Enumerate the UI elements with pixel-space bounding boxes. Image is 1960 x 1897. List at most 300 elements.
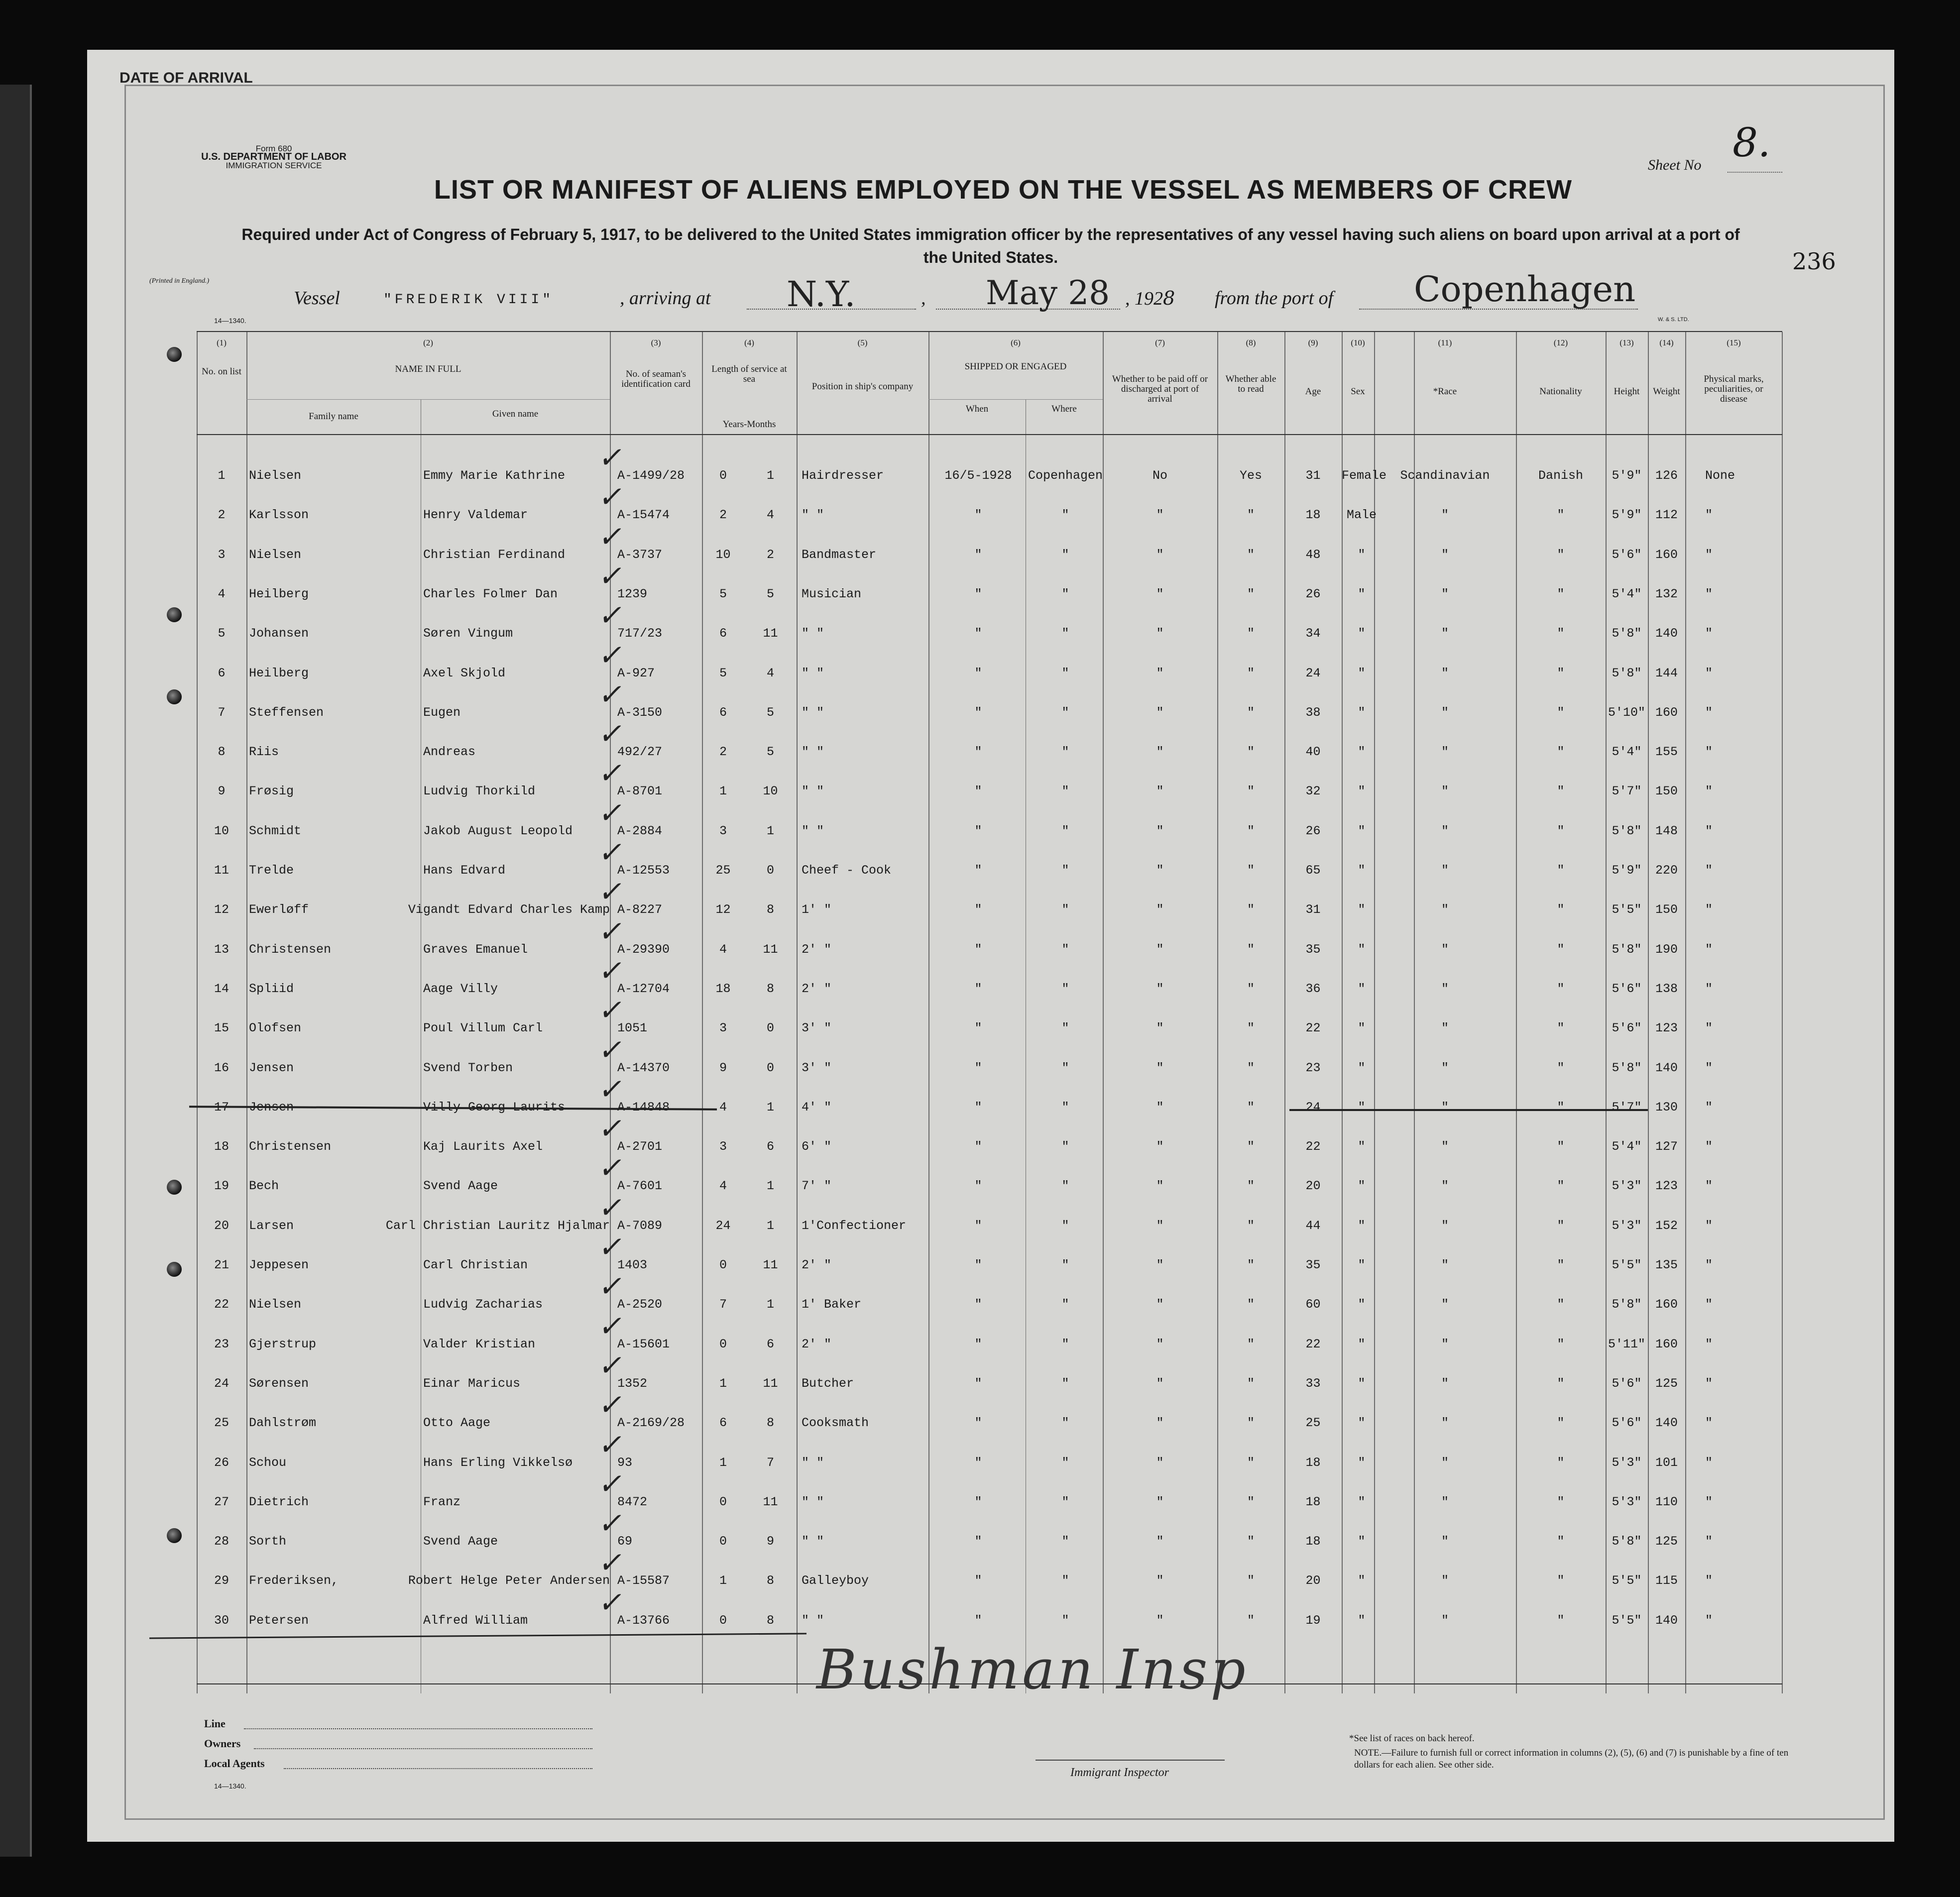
cell-sex: "	[1358, 626, 1366, 641]
cell-weight: 150	[1655, 902, 1678, 917]
cell-card: A-15474	[617, 508, 670, 523]
cell-race: "	[1441, 666, 1449, 680]
cell-when: "	[974, 942, 982, 957]
cell-position: Cheef - Cook	[802, 863, 892, 878]
cell-no: 4	[218, 586, 226, 601]
cell-height: 5'3"	[1612, 1494, 1642, 1509]
cell-race: "	[1441, 705, 1449, 720]
year-prefix: , 192	[1125, 288, 1163, 309]
table-row	[197, 717, 1782, 771]
cell-read: "	[1247, 1455, 1255, 1470]
cell-position: Galleyboy	[802, 1573, 869, 1588]
cell-no: 12	[214, 902, 229, 917]
sheet-number-label: Sheet No	[1648, 157, 1702, 173]
cell-no: 21	[214, 1258, 229, 1272]
cell-position: Musician	[802, 586, 862, 601]
cell-sex: "	[1358, 1613, 1366, 1628]
cell-paid: "	[1156, 1573, 1164, 1588]
check-mark-icon: ✓	[596, 1506, 628, 1541]
cell-given: Svend Torben	[423, 1060, 513, 1075]
cell-weight: 148	[1655, 823, 1678, 838]
cell-when: "	[974, 745, 982, 760]
cell-when: "	[974, 823, 982, 838]
cell-position: " "	[802, 784, 824, 799]
cell-read: "	[1247, 745, 1255, 760]
cell-where: "	[1061, 784, 1069, 799]
footer-owners-label: Owners	[204, 1737, 241, 1750]
cell-years: 6	[719, 626, 727, 641]
col-number-14: (14)	[1659, 338, 1674, 347]
cell-nationality: "	[1557, 1297, 1565, 1312]
cell-when: "	[974, 1179, 982, 1194]
cell-read: "	[1247, 863, 1255, 878]
check-mark-icon: ✓	[596, 677, 628, 711]
cell-height: 5'8"	[1612, 626, 1642, 641]
cell-family: Johansen	[249, 626, 309, 641]
cell-nationality: "	[1557, 626, 1565, 641]
col-number-9: (9)	[1308, 338, 1318, 347]
cell-years: 12	[715, 902, 731, 917]
cell-no: 28	[214, 1534, 229, 1549]
cell-card: A-29390	[617, 942, 670, 957]
cell-paid: "	[1156, 1179, 1164, 1194]
cell-race: "	[1441, 902, 1449, 917]
table-row	[197, 598, 1782, 653]
binder-hole	[167, 607, 182, 622]
cell-weight: 140	[1655, 1613, 1678, 1628]
cell-months: 0	[766, 1060, 774, 1075]
cell-where: "	[1061, 626, 1069, 641]
arriving-label: , arriving at	[620, 288, 711, 309]
cell-read: "	[1247, 902, 1255, 917]
header-shipped-or-engaged: SHIPPED OR ENGAGED	[964, 361, 1067, 372]
cell-family: Olofsen	[249, 1021, 302, 1036]
cell-years: 3	[719, 823, 727, 838]
cell-nationality: "	[1557, 863, 1565, 878]
col-number-5: (5)	[857, 338, 868, 347]
cell-when: "	[974, 1021, 982, 1036]
cell-age: 38	[1305, 705, 1321, 720]
cell-weight: 190	[1655, 942, 1678, 957]
cell-given: Jakob August Leopold	[423, 823, 573, 838]
cell-years: 5	[719, 586, 727, 601]
cell-given: Søren Vingum	[423, 626, 513, 641]
cell-nationality: "	[1557, 1416, 1565, 1431]
cell-nationality: "	[1557, 1060, 1565, 1075]
cell-height: 5'5"	[1612, 1573, 1642, 1588]
cell-physical: "	[1705, 1179, 1713, 1194]
cell-no: 22	[214, 1297, 229, 1312]
cell-no: 13	[214, 942, 229, 957]
cell-family: Christensen	[249, 942, 332, 957]
cell-weight: 144	[1655, 666, 1678, 680]
cell-height: 5'9"	[1612, 863, 1642, 878]
cell-position: " "	[802, 1613, 824, 1628]
cell-card: A-2520	[617, 1297, 663, 1312]
cell-read: "	[1247, 823, 1255, 838]
cell-no: 16	[214, 1060, 229, 1075]
cell-sex: "	[1358, 666, 1366, 680]
cell-position: Bandmaster	[802, 547, 877, 562]
cell-when: "	[974, 1494, 982, 1509]
cell-card: A-3737	[617, 547, 663, 562]
cell-read: Yes	[1239, 468, 1262, 483]
cell-height: 5'11"	[1608, 1337, 1645, 1351]
cell-race: "	[1441, 1534, 1449, 1549]
cell-when: "	[974, 1337, 982, 1351]
cell-given: Carl Christian Lauritz Hjalmar	[385, 1218, 610, 1233]
table-row	[197, 677, 1782, 732]
header-sex: Sex	[1351, 386, 1365, 397]
cell-weight: 135	[1655, 1258, 1678, 1272]
cell-card: 492/27	[617, 745, 663, 760]
cell-read: "	[1247, 1258, 1255, 1272]
cell-nationality: "	[1557, 1258, 1565, 1272]
strike-line-row-17-right	[1289, 1109, 1648, 1111]
check-mark-icon: ✓	[596, 1269, 628, 1304]
cell-age: 22	[1305, 1337, 1321, 1351]
cell-position: " "	[802, 1534, 824, 1549]
cell-race: "	[1441, 547, 1449, 562]
cell-no: 9	[218, 784, 226, 799]
cell-years: 6	[719, 705, 727, 720]
cell-sex: "	[1358, 1337, 1366, 1351]
cell-age: 40	[1305, 745, 1321, 760]
cell-race: "	[1441, 1297, 1449, 1312]
cell-months: 9	[766, 1534, 774, 1549]
vessel-label: Vessel	[294, 288, 340, 309]
cell-physical: "	[1705, 1021, 1713, 1036]
cell-no: 26	[214, 1455, 229, 1470]
cell-family: Spliid	[249, 981, 294, 996]
cell-when: "	[974, 705, 982, 720]
check-mark-icon: ✓	[596, 953, 628, 988]
cell-years: 0	[719, 1337, 727, 1351]
cell-months: 1	[766, 1179, 774, 1194]
cell-months: 11	[763, 626, 778, 641]
cell-race: Scandinavian	[1400, 468, 1490, 483]
cell-age: 18	[1305, 1455, 1321, 1470]
cell-given: Kaj Laurits Axel	[423, 1139, 543, 1154]
cell-when: "	[974, 1455, 982, 1470]
immigrant-inspector-label: Immigrant Inspector	[1070, 1766, 1169, 1779]
cell-age: 35	[1305, 942, 1321, 957]
col-number-4: (4)	[744, 338, 754, 347]
cell-family: Sørensen	[249, 1376, 309, 1391]
cell-age: 35	[1305, 1258, 1321, 1272]
cell-nationality: "	[1557, 705, 1565, 720]
cell-months: 11	[763, 1494, 778, 1509]
cell-height: 5'5"	[1612, 902, 1642, 917]
table-row	[197, 1585, 1782, 1640]
cell-when: "	[974, 784, 982, 799]
check-mark-icon: ✓	[596, 875, 628, 909]
cell-card: 93	[617, 1455, 633, 1470]
cell-paid: "	[1156, 1376, 1164, 1391]
cell-height: 5'3"	[1612, 1218, 1642, 1233]
check-mark-icon: ✓	[596, 1466, 628, 1501]
cell-race: "	[1441, 942, 1449, 957]
cell-years: 0	[719, 468, 727, 483]
cell-card: A-12704	[617, 981, 670, 996]
cell-months: 6	[766, 1139, 774, 1154]
cell-physical: "	[1705, 745, 1713, 760]
cell-card: 1051	[617, 1021, 648, 1036]
cell-when: "	[974, 508, 982, 523]
cell-family: Riis	[249, 745, 279, 760]
cell-given: Christian Ferdinand	[423, 547, 566, 562]
cell-family: Sorth	[249, 1534, 287, 1549]
cell-position: Hairdresser	[802, 468, 884, 483]
cell-given: Aage Villy	[423, 981, 498, 996]
arrival-date-handwritten: May 28	[986, 274, 1110, 312]
cell-given: Svend Aage	[423, 1534, 498, 1549]
cell-months: 8	[766, 1573, 774, 1588]
table-row	[197, 1151, 1782, 1205]
check-mark-icon: ✓	[596, 835, 628, 869]
cell-paid: "	[1156, 1218, 1164, 1233]
cell-physical: "	[1705, 1100, 1713, 1115]
cell-when: 16/5-1928	[944, 468, 1012, 483]
cell-weight: 140	[1655, 626, 1678, 641]
cell-weight: 115	[1655, 1573, 1678, 1588]
cell-sex: "	[1358, 1376, 1366, 1391]
cell-position: 2' "	[802, 942, 832, 957]
check-mark-icon: ✓	[596, 638, 628, 672]
cell-family: Dietrich	[249, 1494, 309, 1509]
table-row	[197, 638, 1782, 692]
cell-age: 31	[1305, 468, 1321, 483]
cell-when: "	[974, 1613, 982, 1628]
arrival-place-handwritten: N.Y.	[787, 274, 856, 315]
cell-read: "	[1247, 1376, 1255, 1391]
cell-months: 11	[763, 1258, 778, 1272]
cell-nationality: Danish	[1538, 468, 1583, 483]
vessel-name: "FREDERIK VIII"	[383, 292, 554, 308]
check-mark-icon: ✓	[596, 441, 628, 474]
cell-card: A-8701	[617, 784, 663, 799]
cell-when: "	[974, 1376, 982, 1391]
cell-age: 20	[1305, 1179, 1321, 1194]
cell-sex: "	[1358, 745, 1366, 760]
cell-card: A-8227	[617, 902, 663, 917]
cell-paid: "	[1156, 1100, 1164, 1115]
cell-age: 22	[1305, 1021, 1321, 1036]
form-code-top: 14—1340.	[214, 317, 246, 325]
cell-given: Vigandt Edvard Charles Kamp	[408, 902, 610, 917]
cell-nationality: "	[1557, 784, 1565, 799]
cell-family: Schmidt	[249, 823, 302, 838]
cell-given: Henry Valdemar	[423, 508, 528, 523]
cell-card: A-927	[617, 666, 655, 680]
cell-sex: "	[1358, 1179, 1366, 1194]
cell-months: 8	[766, 1613, 774, 1628]
cell-when: "	[974, 1258, 982, 1272]
cell-height: 5'9"	[1612, 468, 1642, 483]
cell-where: "	[1061, 745, 1069, 760]
cell-family: Christensen	[249, 1139, 332, 1154]
cell-age: 23	[1305, 1060, 1321, 1075]
cell-no: 17	[214, 1100, 229, 1115]
cell-physical: "	[1705, 1573, 1713, 1588]
cell-weight: 125	[1655, 1376, 1678, 1391]
department-name: U.S. DEPARTMENT OF LABOR	[201, 151, 346, 162]
cell-sex: "	[1358, 1021, 1366, 1036]
table-row	[197, 875, 1782, 929]
cell-position: " "	[802, 705, 824, 720]
cell-race: "	[1441, 823, 1449, 838]
table-row	[197, 914, 1782, 969]
footer-owners-fill	[254, 1748, 592, 1749]
cell-no: 14	[214, 981, 229, 996]
race-note: *See list of races on back hereof.	[1349, 1733, 1475, 1744]
col-number-6: (6)	[1011, 338, 1021, 347]
check-mark-icon: ✓	[596, 1309, 628, 1343]
cell-years: 1	[719, 1455, 727, 1470]
cell-age: 65	[1305, 863, 1321, 878]
cell-card: A-1499/28	[617, 468, 685, 483]
cell-card: A-12553	[617, 863, 670, 878]
header-able-to-read: Whether able to read	[1225, 374, 1276, 394]
cell-read: "	[1247, 1337, 1255, 1351]
cell-years: 3	[719, 1021, 727, 1036]
cell-nationality: "	[1557, 1337, 1565, 1351]
cell-nationality: "	[1557, 823, 1565, 838]
cell-months: 5	[766, 745, 774, 760]
cell-race: "	[1441, 1337, 1449, 1351]
check-mark-icon: ✓	[596, 1112, 628, 1146]
table-row	[197, 441, 1782, 495]
cell-no: 20	[214, 1218, 229, 1233]
check-mark-icon: ✓	[596, 1072, 628, 1106]
cell-age: 18	[1305, 1534, 1321, 1549]
header-family-name: Family name	[309, 411, 358, 422]
cell-read: "	[1247, 981, 1255, 996]
check-mark-icon: ✓	[596, 598, 628, 633]
cell-age: 48	[1305, 547, 1321, 562]
cell-paid: No	[1152, 468, 1167, 483]
cell-physical: "	[1705, 942, 1713, 957]
cell-weight: 110	[1655, 1494, 1678, 1509]
year-label	[1125, 287, 1175, 310]
cell-where: "	[1061, 1100, 1069, 1115]
check-mark-icon: ✓	[596, 480, 628, 514]
penalty-note: NOTE.—Failure to furnish full or correct information in columns (2), (5), (6) and (7) is punishable by a fine of ten dollars for each alien. See other side.	[1354, 1748, 1789, 1770]
cell-nationality: "	[1557, 1100, 1565, 1115]
form-info	[194, 144, 353, 170]
cell-months: 11	[763, 1376, 778, 1391]
cell-paid: "	[1156, 1297, 1164, 1312]
cell-when: "	[974, 863, 982, 878]
cell-weight: 138	[1655, 981, 1678, 996]
cell-physical: "	[1705, 823, 1713, 838]
cell-nationality: "	[1557, 942, 1565, 957]
cell-age: 22	[1305, 1139, 1321, 1154]
cell-sex: "	[1358, 784, 1366, 799]
check-mark-icon: ✓	[596, 1032, 628, 1067]
cell-family: Trelde	[249, 863, 294, 878]
cell-card: 1403	[617, 1258, 648, 1272]
cell-position: " "	[802, 1455, 824, 1470]
cell-where: "	[1061, 1139, 1069, 1154]
cell-sex: "	[1358, 1297, 1366, 1312]
col-number-11: (11)	[1438, 338, 1452, 347]
table-row	[197, 1032, 1782, 1087]
cell-given: Valder Kristian	[423, 1337, 536, 1351]
cell-sex: "	[1358, 1218, 1366, 1233]
cell-when: "	[974, 1060, 982, 1075]
cell-paid: "	[1156, 1494, 1164, 1509]
cell-weight: 127	[1655, 1139, 1678, 1154]
cell-years: 9	[719, 1060, 727, 1075]
cell-read: "	[1247, 1297, 1255, 1312]
cell-weight: 101	[1655, 1455, 1678, 1470]
cell-position: 6' "	[802, 1139, 832, 1154]
cell-where: "	[1061, 666, 1069, 680]
cell-years: 0	[719, 1613, 727, 1628]
cell-family: Gjerstrup	[249, 1337, 317, 1351]
cell-position: 2' "	[802, 1337, 832, 1351]
cell-nationality: "	[1557, 508, 1565, 523]
cell-height: 5'9"	[1612, 508, 1642, 523]
cell-height: 5'5"	[1612, 1613, 1642, 1628]
cell-card: A-2169/28	[617, 1416, 685, 1431]
cell-given: Svend Aage	[423, 1179, 498, 1194]
cell-no: 19	[214, 1179, 229, 1194]
cell-physical: "	[1705, 1613, 1713, 1628]
cell-race: "	[1441, 508, 1449, 523]
cell-read: "	[1247, 1534, 1255, 1549]
cell-height: 5'8"	[1612, 1534, 1642, 1549]
sheet-number-line	[1728, 172, 1782, 173]
cell-age: 44	[1305, 1218, 1321, 1233]
cell-sex: "	[1358, 902, 1366, 917]
cell-sex: "	[1358, 1416, 1366, 1431]
cell-position: Butcher	[802, 1376, 854, 1391]
cell-physical: "	[1705, 1060, 1713, 1075]
cell-no: 2	[218, 508, 226, 523]
table-row	[197, 480, 1782, 534]
header-name-in-full: NAME IN FULL	[395, 364, 461, 374]
cell-sex: "	[1358, 547, 1366, 562]
header-nationality: Nationality	[1539, 386, 1582, 397]
cell-nationality: "	[1557, 1534, 1565, 1549]
cell-physical: "	[1705, 1455, 1713, 1470]
cell-where: "	[1061, 1455, 1069, 1470]
cell-age: 19	[1305, 1613, 1321, 1628]
col-number-12: (12)	[1553, 338, 1568, 347]
cell-no: 29	[214, 1573, 229, 1588]
cell-position: " "	[802, 626, 824, 641]
table-row	[197, 1309, 1782, 1363]
cell-height: 5'5"	[1612, 1258, 1642, 1272]
cell-no: 25	[214, 1416, 229, 1431]
table-row	[197, 1112, 1782, 1166]
cell-read: "	[1247, 1416, 1255, 1431]
cell-sex: Female	[1342, 468, 1387, 483]
binder-hole	[167, 1262, 182, 1277]
cell-read: "	[1247, 1021, 1255, 1036]
cell-given: Andreas	[423, 745, 476, 760]
cell-card: 717/23	[617, 626, 663, 641]
cell-age: 32	[1305, 784, 1321, 799]
cell-given: Ludvig Thorkild	[423, 784, 536, 799]
cell-family: Nielsen	[249, 547, 302, 562]
cell-physical: "	[1705, 705, 1713, 720]
header-length-of-service: Length of service at sea	[711, 364, 787, 384]
header-no-on-list: No. on list	[202, 366, 241, 377]
cell-physical: "	[1705, 1376, 1713, 1391]
